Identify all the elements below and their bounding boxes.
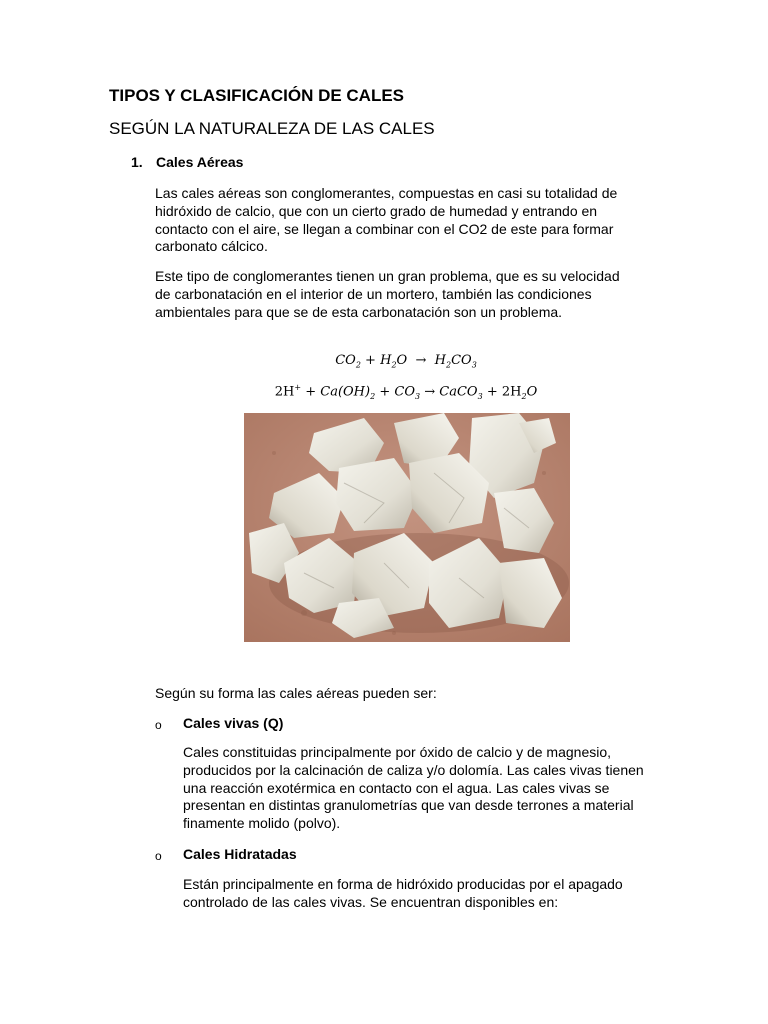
numbered-heading (131, 154, 243, 170)
type-title-cales-vivas: Cales vivas (Q) (183, 715, 284, 731)
formula-2: $2H^+ + Ca(OH)_2 + CO_3$ → CaCO$_3$ + $2H_2O$ (274, 383, 538, 401)
type-text-cales-hidratadas: Están principalmente en forma de hidróxido producidas por el apagado controlado de las cales vivas. Se encuentran disponibles en: (183, 876, 623, 910)
bullet-marker: o (155, 718, 162, 732)
paragraph-1: Las cales aéreas son conglomerantes, compuestas en casi su totalidad de hidróxido de calcio, que con un cierto grado de humedad y entrando en contacto con el aire, se llegan a combinar con el CO2 de este para formar carbonato cálcico. (155, 185, 618, 255)
section-subtitle: SEGÚN LA NATURALEZA DE LAS CALES (109, 119, 435, 138)
lime-rocks-photo (244, 413, 570, 642)
heading-number: 1. (131, 154, 143, 170)
formula-1: $CO_2 + H_2O \to H_2CO_3$ (335, 353, 477, 370)
document-title: TIPOS Y CLASIFICACIÓN DE CALES (109, 86, 405, 105)
type-text-cales-vivas: Cales constituidas principalmente por óxido de calcio y de magnesio, producidos por la calcinación de caliza y/o dolomía. Las cales vivas tienen una reacción exotérmica en contacto con el agua. Las cales vivas se presentan en distintas granulometrías que van desde terrones a material finamente molido (polvo). (183, 744, 644, 832)
type-title-cales-hidratadas: Cales Hidratadas (183, 846, 297, 862)
types-intro: Según su forma las cales aéreas pueden ser: (155, 685, 437, 701)
lime-rocks-illustration (244, 413, 570, 642)
bullet-marker: o (155, 849, 162, 863)
paragraph-2: Este tipo de conglomerantes tienen un gran problema, que es su velocidad de carbonatación en el interior de un mortero, también las condiciones ambientales para que se de esta carbonatación son un problema. (155, 268, 620, 320)
heading-title: Cales Aéreas (156, 154, 244, 170)
